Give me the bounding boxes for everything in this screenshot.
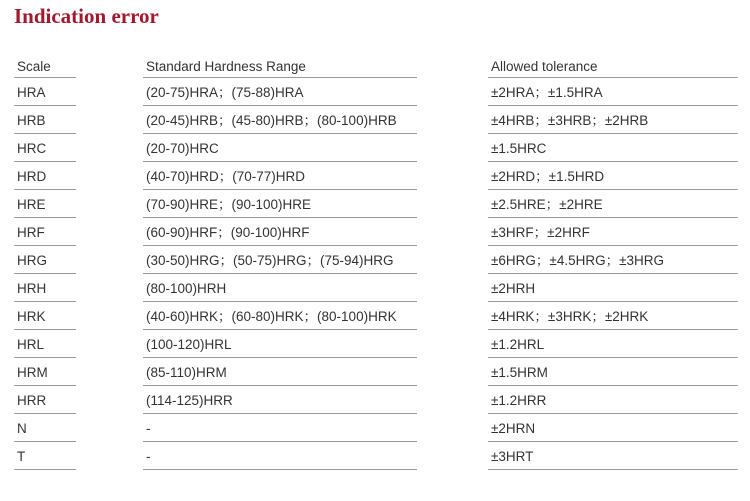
range-cell: -	[143, 414, 417, 442]
range-cell: (40-70)HRD；(70-77)HRD	[143, 162, 417, 190]
tolerance-cell: ±3HRF；±2HRF	[488, 218, 738, 246]
table-row	[0, 78, 750, 106]
tolerance-cell: ±1.5HRM	[488, 358, 738, 386]
header-scale: Scale	[14, 52, 76, 78]
tolerance-cell: ±6HRG；±4.5HRG；±3HRG	[488, 246, 738, 274]
scale-cell: HRF	[14, 218, 76, 246]
scale-cell: HRC	[14, 134, 76, 162]
tolerance-cell: ±1.2HRR	[488, 386, 738, 414]
range-cell: (80-100)HRH	[143, 274, 417, 302]
table-row	[0, 386, 750, 414]
scale-cell: HRE	[14, 190, 76, 218]
scale-cell: HRH	[14, 274, 76, 302]
range-cell: (60-90)HRF；(90-100)HRF	[143, 218, 417, 246]
tolerance-cell: ±2HRN	[488, 414, 738, 442]
scale-cell: HRB	[14, 106, 76, 134]
table-row	[0, 246, 750, 274]
table-row	[0, 442, 750, 470]
range-cell: (40-60)HRK；(60-80)HRK；(80-100)HRK	[143, 302, 417, 330]
tolerance-cell: ±1.5HRC	[488, 134, 738, 162]
scale-cell: HRD	[14, 162, 76, 190]
tolerance-cell: ±4HRB；±3HRB；±2HRB	[488, 106, 738, 134]
tolerance-cell: ±4HRK；±3HRK；±2HRK	[488, 302, 738, 330]
header-tolerance: Allowed tolerance	[488, 52, 738, 78]
tolerance-table	[0, 52, 750, 470]
scale-cell: HRL	[14, 330, 76, 358]
tolerance-cell: ±1.2HRL	[488, 330, 738, 358]
range-cell: (20-70)HRC	[143, 134, 417, 162]
scale-cell: HRA	[14, 78, 76, 106]
range-cell: (30-50)HRG；(50-75)HRG；(75-94)HRG	[143, 246, 417, 274]
scale-cell: T	[14, 442, 76, 470]
tolerance-cell: ±2HRH	[488, 274, 738, 302]
table-row	[0, 218, 750, 246]
tolerance-cell: ±2HRD；±1.5HRD	[488, 162, 738, 190]
scale-cell: N	[14, 414, 76, 442]
table-row	[0, 358, 750, 386]
scale-cell: HRK	[14, 302, 76, 330]
range-cell: (20-75)HRA；(75-88)HRA	[143, 78, 417, 106]
range-cell: (70-90)HRE；(90-100)HRE	[143, 190, 417, 218]
table-row	[0, 302, 750, 330]
page-title: Indication error	[14, 4, 159, 28]
table-row	[0, 330, 750, 358]
range-cell: (114-125)HRR	[143, 386, 417, 414]
tolerance-cell: ±3HRT	[488, 442, 738, 470]
scale-cell: HRM	[14, 358, 76, 386]
table-row	[0, 190, 750, 218]
tolerance-cell: ±2.5HRE；±2HRE	[488, 190, 738, 218]
tolerance-cell: ±2HRA；±1.5HRA	[488, 78, 738, 106]
header-range: Standard Hardness Range	[143, 52, 417, 78]
table-row	[0, 134, 750, 162]
table-body	[0, 78, 750, 470]
range-cell: -	[143, 442, 417, 470]
table-row	[0, 106, 750, 134]
scale-cell: HRR	[14, 386, 76, 414]
range-cell: (85-110)HRM	[143, 358, 417, 386]
table-row	[0, 414, 750, 442]
table-header	[0, 52, 750, 78]
table-row	[0, 274, 750, 302]
scale-cell: HRG	[14, 246, 76, 274]
table-row	[0, 162, 750, 190]
range-cell: (100-120)HRL	[143, 330, 417, 358]
range-cell: (20-45)HRB；(45-80)HRB；(80-100)HRB	[143, 106, 417, 134]
